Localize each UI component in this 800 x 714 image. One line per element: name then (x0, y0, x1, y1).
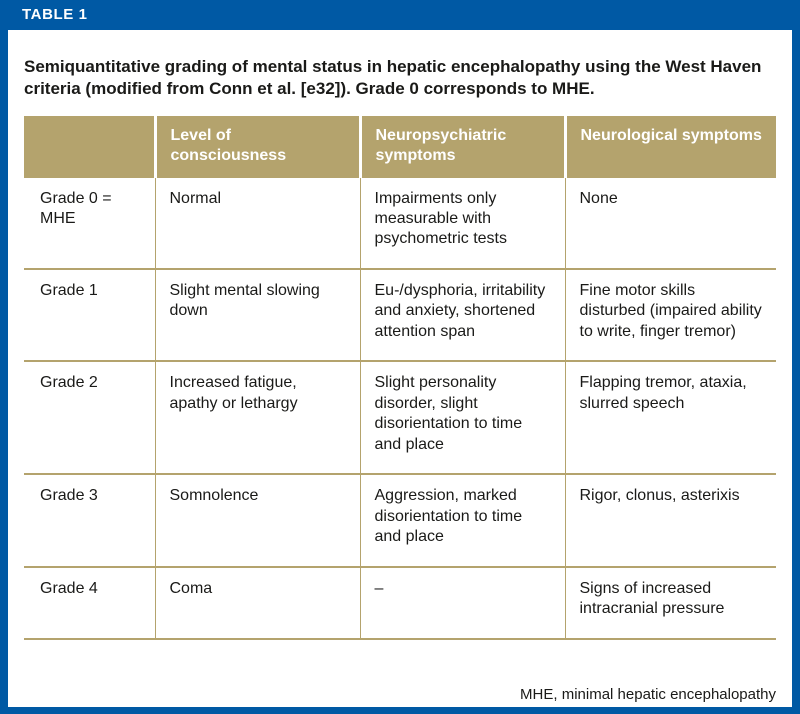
grading-table (24, 116, 776, 640)
table-caption: Semiquantitative grading of mental status in hepatic encephalopathy using the West Haven criteria (modified from Conn et al. [e32]). Grade 0 corresponds to MHE. (24, 57, 762, 98)
neuropsychiatric-cell: Impairments only measurable with psychometric tests (360, 178, 565, 269)
header-neurological-symptoms: Neurological symptoms (565, 116, 776, 178)
grade-label: Grade 1 (24, 269, 155, 361)
table-content-area (8, 30, 792, 707)
header-row (24, 116, 776, 178)
consciousness-cell: Increased fatigue, apathy or lethargy (155, 361, 360, 474)
grade-label: Grade 3 (24, 474, 155, 566)
header-level-of-consciousness: Level of consciousness (155, 116, 360, 178)
consciousness-cell: Coma (155, 567, 360, 639)
consciousness-cell: Somnolence (155, 474, 360, 566)
neurological-cell: Flapping tremor, ataxia, slurred speech (565, 361, 776, 474)
neuropsychiatric-cell: Aggression, marked disorientation to time and place (360, 474, 565, 566)
grade-label: Grade 2 (24, 361, 155, 474)
neuropsychiatric-cell: Slight personality disorder, slight disorientation to time and place (360, 361, 565, 474)
table-row-grade-1 (24, 269, 776, 361)
table-row-grade-4 (24, 567, 776, 639)
table-footnote: MHE, minimal hepatic encephalopathy (520, 686, 776, 703)
neurological-cell: Signs of increased intracranial pressure (565, 567, 776, 639)
neurological-cell: Rigor, clonus, asterixis (565, 474, 776, 566)
table-number-label: TABLE 1 (22, 6, 88, 23)
consciousness-cell: Slight mental slowing down (155, 269, 360, 361)
table-row-grade-3 (24, 474, 776, 566)
table-row-grade-2 (24, 361, 776, 474)
header-neuropsychiatric-symptoms: Neuropsychiatric symptoms (360, 116, 565, 178)
neuropsychiatric-cell: – (360, 567, 565, 639)
consciousness-cell: Normal (155, 178, 360, 269)
table-row-grade-0 (24, 178, 776, 269)
grade-label: Grade 4 (24, 567, 155, 639)
neuropsychiatric-cell: Eu-/dysphoria, irritability and anxiety, shortened attention span (360, 269, 565, 361)
header-corner-cell (24, 116, 155, 178)
neurological-cell: Fine motor skills disturbed (impaired ability to write, finger tremor) (565, 269, 776, 361)
neurological-cell: None (565, 178, 776, 269)
grade-label: Grade 0 = MHE (24, 178, 155, 269)
